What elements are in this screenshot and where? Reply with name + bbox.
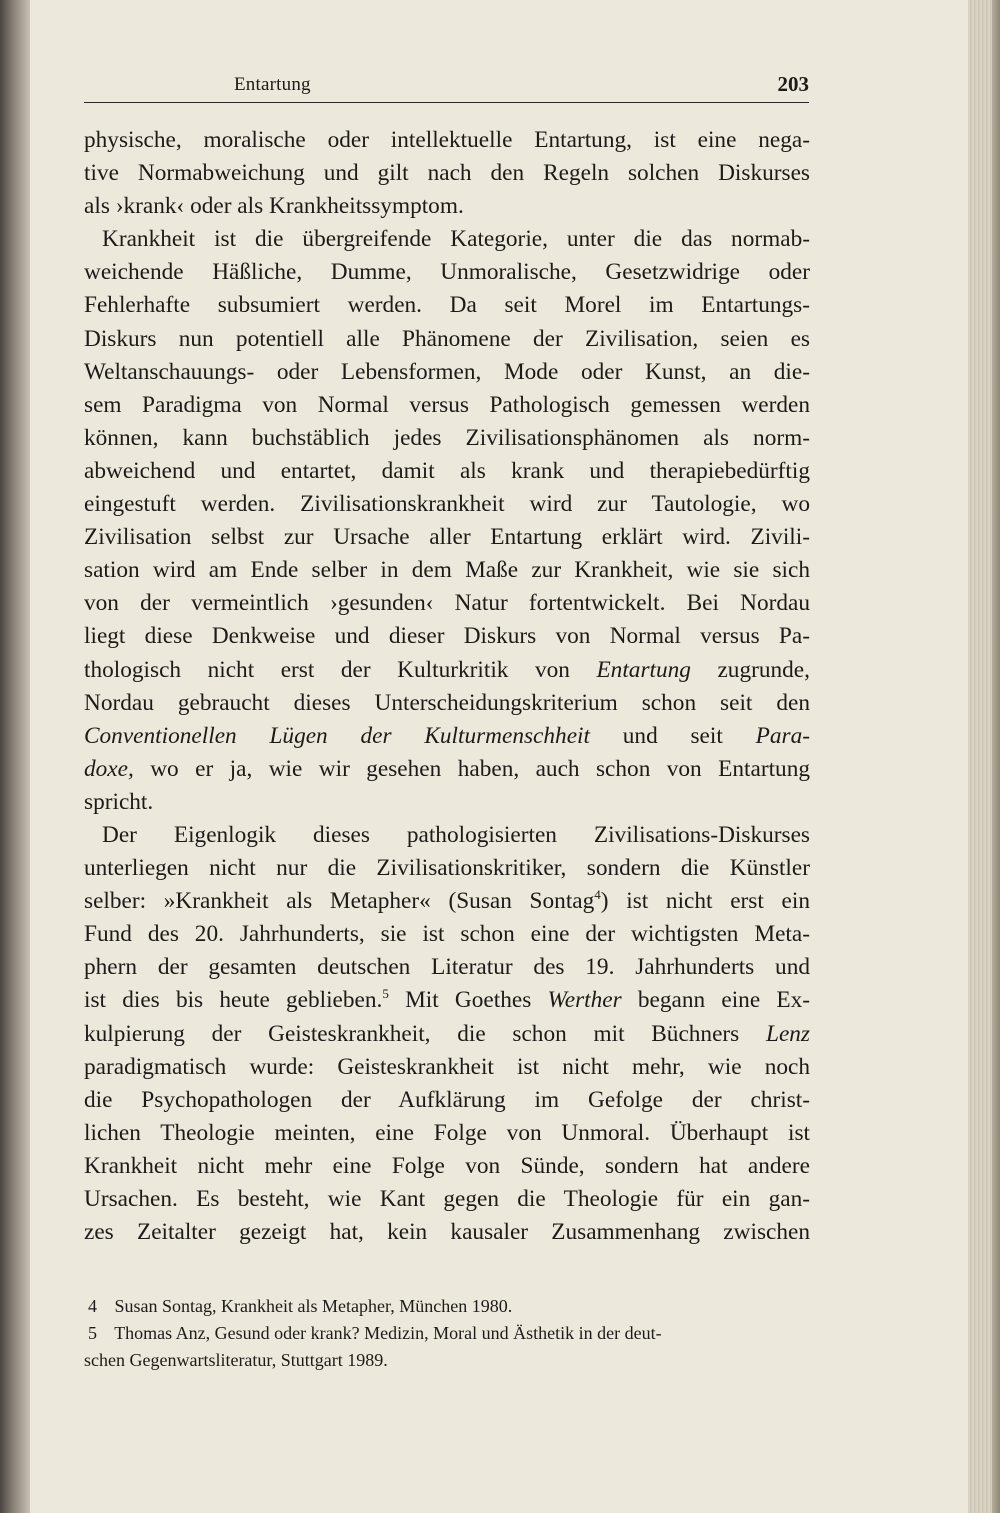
text-line: eingestuft werden. Zivilisationskrankheit wird zur Tautologie, wo [84, 491, 810, 518]
text-line: sem Paradigma von Normal versus Pathologisch gemessen werden [84, 391, 810, 418]
text-line: liegt diese Denkweise und dieser Diskurs von Normal versus Pa- [84, 623, 810, 650]
footnote-number: 4 [88, 1296, 97, 1316]
text-line [84, 654, 810, 687]
paragraph [84, 819, 810, 1249]
text-line: als ›krank‹ oder als Krankheitssymptom. [84, 193, 464, 220]
footnote-continuation: schen Gegenwartsliteratur, Stuttgart 1989. [84, 1350, 388, 1370]
text-line: Fund des 20. Jahrhunderts, sie ist schon eine der wichtigsten Meta- [84, 921, 810, 948]
running-head [84, 70, 809, 103]
text-line: weichende Häßliche, Dumme, Unmoralische, Gesetzwidrige oder [84, 259, 810, 286]
text-line [84, 753, 810, 786]
text-line: tive Normabweichung und gilt nach den Regeln solchen Diskurses [84, 160, 810, 187]
text-line: Weltanschauungs- oder Lebensformen, Mode oder Kunst, an die- [84, 358, 810, 385]
italic-title: Entartung [596, 656, 691, 683]
page-fore-edge [968, 0, 1000, 1513]
text-line: physische, moralische oder intellektuelle Entartung, ist eine nega- [84, 127, 810, 153]
italic-title: Para- [755, 722, 810, 749]
text-line: Diskurs nun potentiell alle Phänomene der Zivilisation, seien es [84, 325, 810, 352]
text-line: die Psychopathologen der Aufklärung im Gefolge der christ- [84, 1086, 810, 1113]
footnote-text: Susan Sontag, Krankheit als Metapher, München 1980. [114, 1296, 513, 1316]
text-line [84, 885, 810, 918]
page-number: 203 [777, 72, 809, 96]
text-line: Zivilisation selbst zur Ursache aller Entartung erklärt wird. Zivili- [84, 524, 810, 551]
body-text [84, 124, 810, 1249]
text-line: von der vermeintlich ›gesunden‹ Natur fortentwickelt. Bei Nordau [84, 590, 810, 617]
paragraph [84, 124, 810, 223]
text-run: selber: »Krankheit als Metapher« (Susan Sontag [84, 888, 595, 915]
text-run: ) ist nicht erst ein [600, 888, 810, 915]
text-line [84, 720, 810, 753]
text-line: Fehlerhafte subsumiert werden. Da seit Morel im Entartungs- [84, 292, 810, 319]
running-head-title: Entartung [234, 74, 311, 95]
italic-title: Werther [547, 987, 622, 1014]
paragraph [84, 223, 810, 819]
text-run: ist dies bis heute geblieben. [84, 987, 383, 1014]
footnote-number: 5 [88, 1323, 97, 1343]
text-line: spricht. [84, 788, 154, 815]
text-run: Mit Goethes [388, 987, 548, 1014]
footnote-ref[interactable]: 4 [594, 887, 601, 903]
text-line: Krankheit ist die übergreifende Kategorie, unter die das normab- [102, 226, 810, 253]
text-line: Krankheit nicht mehr eine Folge von Sünde, sondern hat andere [84, 1152, 810, 1179]
text-line: lichen Theologie meinten, eine Folge von Unmoral. Überhaupt ist [84, 1119, 810, 1146]
italic-title: Lenz [765, 1020, 810, 1047]
text-run: und seit [589, 722, 756, 749]
book-spine-shadow [0, 0, 30, 1513]
text-line: unterliegen nicht nur die Zivilisationskritiker, sondern die Künstler [84, 855, 810, 882]
footnote [84, 1293, 810, 1320]
text-line: können, kann buchstäblich jedes Zivilisationsphänomen als norm- [84, 424, 810, 451]
italic-title: Conventionellen Lügen der Kulturmenschheit [84, 722, 590, 749]
text-line: phern der gesamten deutschen Literatur des 19. Jahrhunderts und [84, 954, 810, 981]
text-line: Nordau gebraucht dieses Unterscheidungskriterium schon seit den [84, 689, 810, 716]
italic-title: doxe, [84, 755, 134, 782]
text-run: zugrunde, [690, 656, 810, 683]
text-line: sation wird am Ende selber in dem Maße zur Krankheit, wie sie sich [84, 557, 810, 584]
text-run: wo er ja, wie wir gesehen haben, auch schon von Entartung [133, 755, 810, 782]
footnote-text: Thomas Anz, Gesund oder krank? Medizin, Moral und Ästhetik in der deut- [114, 1323, 662, 1343]
text-line [84, 984, 810, 1017]
text-run: begann eine Ex- [621, 987, 811, 1014]
text-line: abweichend und entartet, damit als krank und therapiebedürftig [84, 457, 810, 484]
text-line: zes Zeitalter gezeigt hat, kein kausaler Zusammenhang zwischen [84, 1219, 810, 1246]
footnote-ref[interactable]: 5 [382, 986, 389, 1002]
text-line: Ursachen. Es besteht, wie Kant gegen die Theologie für ein gan- [84, 1186, 810, 1212]
footnote [84, 1320, 810, 1347]
text-run: kulpierung der Geisteskrankheit, die schon mit Büchners [84, 1020, 766, 1047]
text-line: Der Eigenlogik dieses pathologisierten Zivilisations-Diskurses [102, 821, 810, 848]
footnotes [84, 1293, 810, 1374]
text-line [84, 1018, 810, 1051]
text-run: thologisch nicht erst der Kulturkritik von [84, 656, 597, 683]
text-line: paradigmatisch wurde: Geisteskrankheit ist nicht mehr, wie noch [84, 1053, 810, 1080]
